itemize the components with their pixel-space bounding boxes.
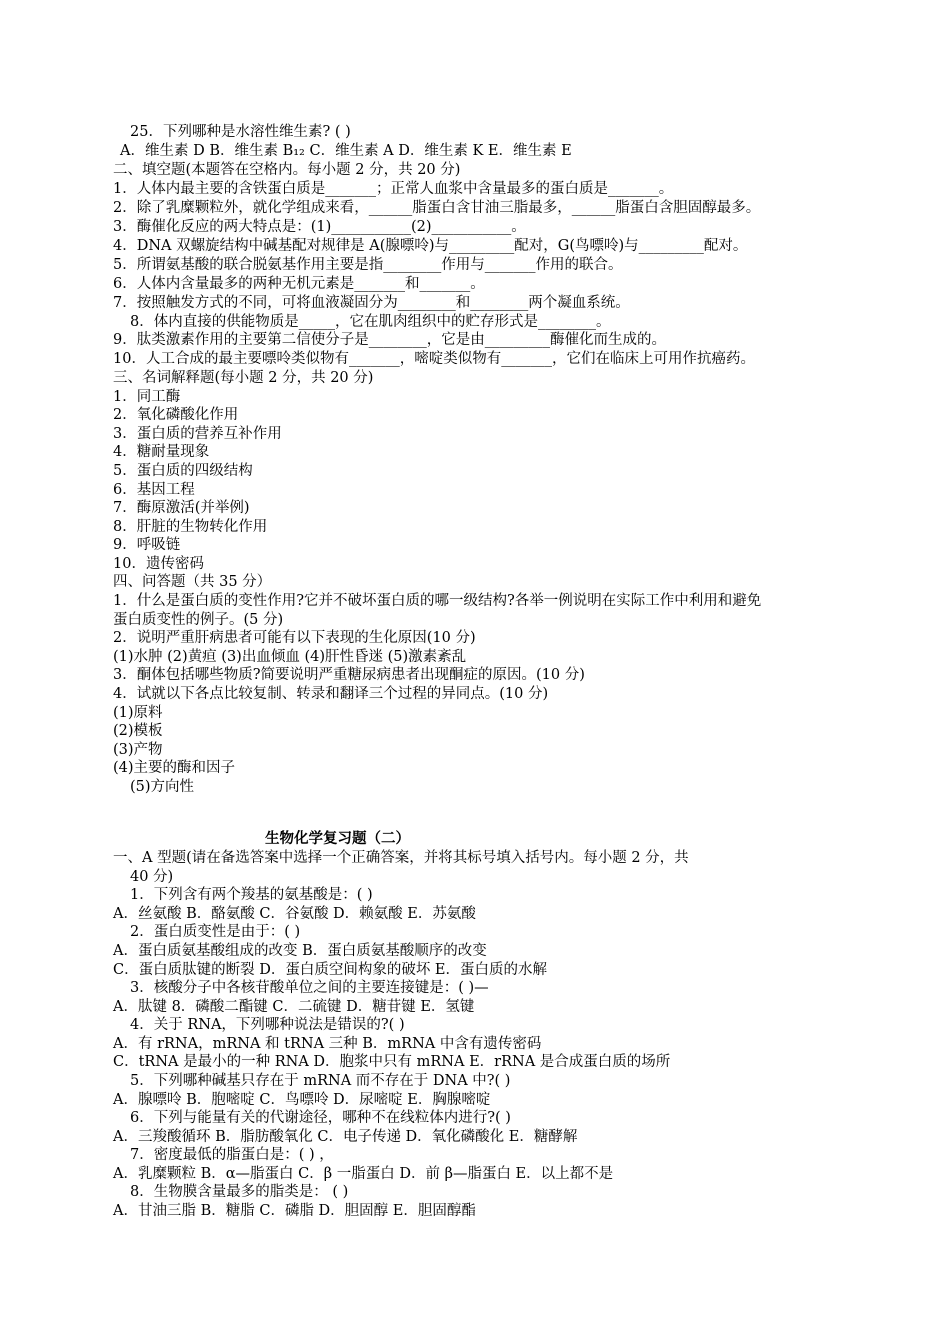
term-item-10: 10．遗传密码	[113, 556, 204, 572]
part-2-title: 生物化学复习题（二）	[265, 830, 410, 847]
question-25: 25．下列哪种是水溶性维生素? ( )	[130, 124, 351, 140]
mc-question-6: 6．下列与能量有关的代谢途径，哪种不在线粒体内进行?( )	[130, 1110, 511, 1126]
essay-q4-part-3: (3)产物	[113, 742, 163, 758]
essay-q1-line1: 1．什么是蛋白质的变性作用?它并不破坏蛋白质的哪一级结构?各举一例说明在实际工作中利用和避免	[113, 593, 762, 609]
term-item-8: 8．肝脏的生物转化作用	[113, 519, 268, 535]
essay-q2: 2．说明严重肝病患者可能有以下表现的生化原因(10 分)	[113, 630, 476, 646]
term-item-6: 6．基因工程	[113, 482, 195, 498]
term-item-3: 3．蛋白质的营养互补作用	[113, 426, 282, 442]
section-3-heading: 三、名词解释题(每小题 2 分，共 20 分)	[113, 370, 374, 386]
part-2-heading-line1: 一、A 型题(请在备选答案中选择一个正确答案，并将其标号填入括号内。每小题 2 分，共	[113, 850, 689, 866]
question-25-options: A．维生素 D B．维生素 B₁₂ C．维生素 A D．维生素 K E．维生素 E	[120, 143, 572, 159]
term-item-2: 2．氧化磷酸化作用	[113, 407, 239, 423]
term-item-7: 7．酶原激活(并举例)	[113, 500, 250, 516]
essay-q1-line2: 蛋白质变性的例子。(5 分)	[113, 612, 284, 628]
fill-item-9: 9．肽类激素作用的主要第二信使分子是________，它是由_________酶催化而生成的。	[113, 332, 666, 348]
mc-question-8-options: A．甘油三脂 B．糖脂 C．磷脂 D．胆固醇 E．胆固醇酯	[113, 1203, 476, 1219]
fill-item-10: 10．人工合成的最主要嘌呤类似物有_______，嘧啶类似物有_______，它们在临床上可用作抗癌药。	[113, 351, 755, 367]
fill-item-4: 4．DNA 双螺旋结构中碱基配对规律是 A(腺嘌呤)与_________配对，G(鸟嘌呤)与_________配对。	[113, 238, 748, 254]
fill-item-8: 8．体内直接的供能物质是_____，它在肌肉组织中的贮存形式是________。	[130, 314, 611, 330]
term-item-1: 1．同工酶	[113, 389, 181, 405]
essay-q4-part-2: (2)模板	[113, 723, 163, 739]
mc-question-4: 4．关于 RNA，下列哪种说法是错误的?( )	[130, 1017, 405, 1033]
fill-item-6: 6．人体内含量最多的两种无机元素是_______和_______。	[113, 276, 485, 292]
fill-item-3: 3．酶催化反应的两大特点是：(1)___________(2)___________。	[113, 219, 526, 235]
fill-item-5: 5．所谓氨基酸的联合脱氨基作用主要是指________作用与_______作用的联合。	[113, 257, 623, 273]
mc-question-2-options-b: C．蛋白质肽键的断裂 D．蛋白质空间构象的破坏 E．蛋白质的水解	[113, 962, 548, 978]
mc-question-2: 2．蛋白质变性是由于：( )	[130, 924, 301, 940]
essay-q4-part-5: (5)方向性	[130, 779, 195, 795]
mc-question-3-options: A．肽键 8．磷酸二酯键 C．二硫键 D．糖苷键 E．氢键	[113, 999, 475, 1015]
mc-question-5: 5．下列哪种碱基只存在于 mRNA 而不存在于 DNA 中?( )	[130, 1073, 511, 1089]
essay-q4-part-4: (4)主要的酶和因子	[113, 760, 236, 776]
section-4-heading: 四、问答题（共 35 分）	[113, 574, 272, 590]
mc-question-1: 1．下列含有两个羧基的氨基酸是：( )	[130, 887, 373, 903]
fill-item-2: 2．除了乳糜颗粒外，就化学组成来看，______脂蛋白含甘油三脂最多，______脂蛋白含胆固醇最多。	[113, 200, 761, 216]
essay-q4: 4．试就以下各点比较复制、转录和翻译三个过程的异同点。(10 分)	[113, 686, 549, 702]
term-item-9: 9．呼吸链	[113, 537, 181, 553]
essay-q3: 3．酮体包括哪些物质?简要说明严重糖尿病患者出现酮症的原因。(10 分)	[113, 667, 585, 683]
mc-question-4-options-b: C．tRNA 是最小的一种 RNA D．胞浆中只有 mRNA E．rRNA 是合成蛋白质的场所	[113, 1054, 671, 1070]
mc-question-6-options: A．三羧酸循环 B．脂肪酸氧化 C．电子传递 D．氧化磷酸化 E．糖酵解	[113, 1129, 578, 1145]
term-item-4: 4．糖耐量现象	[113, 444, 210, 460]
essay-q2-parts: (1)水肿 (2)黄疸 (3)出血倾血 (4)肝性昏迷 (5)激素紊乱	[113, 649, 467, 665]
section-2-heading: 二、填空题(本题答在空格内。每小题 2 分，共 20 分)	[113, 162, 461, 178]
fill-item-7: 7．按照触发方式的不同，可将血液凝固分为________和________两个凝血系统。	[113, 295, 630, 311]
mc-question-7: 7．密度最低的脂蛋白是：( ) ，	[130, 1147, 334, 1163]
mc-question-4-options-a: A．有 rRNA，mRNA 和 tRNA 三种 B．mRNA 中含有遗传密码	[113, 1036, 542, 1052]
part-2-heading-line2: 40 分)	[130, 869, 174, 885]
mc-question-3: 3．核酸分子中各核苷酸单位之间的主要连接键是：( )—	[130, 980, 489, 996]
essay-q4-part-1: (1)原料	[113, 705, 163, 721]
fill-item-1: 1．人体内最主要的含铁蛋白质是_______；正常人血浆中含量最多的蛋白质是_______。	[113, 181, 674, 197]
mc-question-2-options-a: A．蛋白质氨基酸组成的改变 B．蛋白质氨基酸顺序的改变	[113, 943, 487, 959]
mc-question-1-options: A．丝氨酸 B．酪氨酸 C．谷氨酸 D．赖氨酸 E．苏氨酸	[113, 906, 476, 922]
mc-question-5-options: A．腺嘌呤 B．胞嘧啶 C．鸟嘌呤 D．尿嘧啶 E．胸腺嘧啶	[113, 1092, 491, 1108]
term-item-5: 5．蛋白质的四级结构	[113, 463, 253, 479]
mc-question-8: 8．生物膜含量最多的脂类是： ( )	[130, 1184, 349, 1200]
mc-question-7-options: A．乳糜颗粒 B．α—脂蛋白 C．β 一脂蛋白 D．前 β—脂蛋白 E．以上都不是	[113, 1166, 614, 1182]
